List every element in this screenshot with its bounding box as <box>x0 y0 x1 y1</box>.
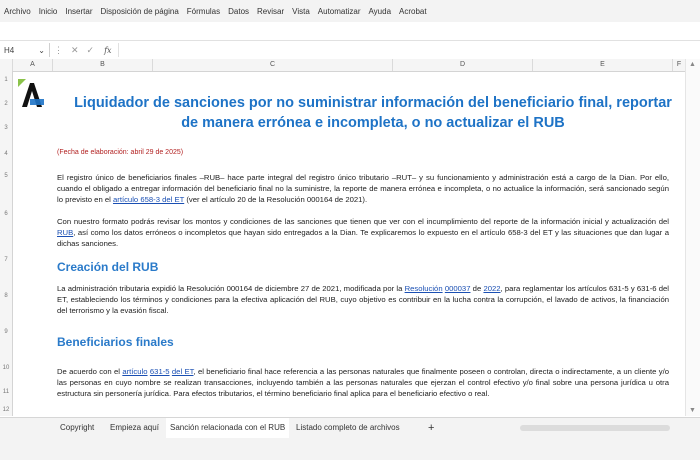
creacion-paragraph <box>57 283 669 316</box>
horizontal-scrollbar[interactable] <box>520 425 670 431</box>
paragraph-text: De acuerdo con el <box>57 367 123 376</box>
elaboration-date: (Fecha de elaboración: abril 29 de 2025) <box>57 149 184 156</box>
link-000037[interactable]: 000037 <box>444 284 471 293</box>
link-articulo-658-3[interactable]: artículo 658-3 del ET <box>112 195 185 204</box>
formula-input[interactable] <box>118 43 700 57</box>
menu-vista[interactable]: Vista <box>292 6 310 16</box>
menu-automatizar[interactable]: Automatizar <box>317 6 361 16</box>
tab-copyright[interactable]: Copyright <box>60 423 95 432</box>
more-options-icon[interactable]: ⋮ <box>54 44 63 55</box>
tab-listado-archivos[interactable]: Listado completo de archivos <box>296 423 400 432</box>
menu-acrobat[interactable]: Acrobat <box>399 6 427 16</box>
link-2022[interactable]: 2022 <box>483 284 501 293</box>
row-header[interactable]: 4 <box>4 151 8 157</box>
format-paragraph <box>57 216 669 249</box>
link-rub[interactable]: RUB <box>57 228 74 237</box>
row-header[interactable]: 10 <box>2 365 10 371</box>
scroll-up-icon[interactable]: ▲ <box>689 61 696 68</box>
confirm-icon[interactable]: ✓ <box>86 44 95 55</box>
select-all-corner[interactable] <box>0 59 13 71</box>
row-header[interactable]: 7 <box>4 257 8 263</box>
row-header[interactable]: 1 <box>4 77 8 83</box>
column-header-b[interactable]: B <box>53 59 153 71</box>
row-headers <box>0 71 13 416</box>
sheet-tab-bar <box>0 417 700 438</box>
add-sheet-icon[interactable]: + <box>428 422 435 434</box>
row-header[interactable]: 3 <box>4 125 8 131</box>
cancel-icon[interactable]: ✕ <box>71 44 79 55</box>
vertical-scrollbar[interactable] <box>685 59 700 416</box>
brand-logo-icon <box>18 79 44 109</box>
menu-revisar[interactable]: Revisar <box>257 6 285 16</box>
column-header-e[interactable]: E <box>533 59 673 71</box>
name-box[interactable] <box>0 43 50 57</box>
status-bar <box>0 438 700 460</box>
scroll-down-icon[interactable]: ▼ <box>689 407 696 414</box>
row-header[interactable]: 5 <box>4 173 8 179</box>
paragraph-text: , el beneficiario final hace referencia a las personas naturales que finalmente poseen o controlan, directa o indirectamente, a un cliente y/o las personas en cuyo nombre se realizan transacciones, incluyendo también a las personas naturales que ejerzan el control efectivo y/o final sobre una persona jurídica u otra estructura sin personería jurídica. Para efectos tributarios, el término beneficiario final aplica para el beneficiario efectivo o real. <box>57 367 670 398</box>
paragraph-text: La administración tributaria expidió la Resolución 000164 de diciembre 27 de 2021, modificada por la <box>57 284 405 293</box>
cell-reference: H4 <box>4 45 15 55</box>
heading-creacion-rub: Creación del RUB <box>57 260 159 274</box>
paragraph-text: de <box>470 284 484 293</box>
paragraph-text: Con nuestro formato podrás revisar los montos y condiciones de las sanciones que tienen que ver con el incumplimiento del reporte de la información inicial y actualización del <box>57 217 669 226</box>
row-header[interactable]: 9 <box>4 329 8 335</box>
paragraph-text: (ver el artículo 20 de la Resolución 000164 de 2021). <box>184 195 368 204</box>
row-header[interactable]: 2 <box>4 101 8 107</box>
column-header-f[interactable]: F <box>673 59 686 71</box>
link-articulo[interactable]: artículo <box>122 367 148 376</box>
row-header[interactable]: 6 <box>4 211 8 217</box>
menu-insertar[interactable]: Insertar <box>65 6 93 16</box>
paragraph-text: , así como los datos erróneos o incompletos que hayan sido entregados a la Dian. Te explicaremos lo expuesto en el artículo 658-3 del ET y las situaciones que dan lugar a dichas sanciones. <box>57 228 669 248</box>
heading-beneficiarios-finales: Beneficiarios finales <box>57 335 174 349</box>
menu-inicio[interactable]: Inicio <box>38 6 58 16</box>
link-631-5[interactable]: 631-5 <box>149 367 170 376</box>
column-header-c[interactable]: C <box>153 59 393 71</box>
menu-archivo[interactable]: Archivo <box>4 6 31 16</box>
row-header[interactable]: 11 <box>2 389 10 395</box>
formula-bar <box>0 40 700 60</box>
row-header[interactable]: 12 <box>2 407 10 413</box>
column-header-a[interactable]: A <box>13 59 53 71</box>
row-header[interactable]: 8 <box>4 293 8 299</box>
link-resolucion[interactable]: Resolución <box>404 284 443 293</box>
link-del-et[interactable]: del ET <box>171 367 194 376</box>
menu-formulas[interactable]: Fórmulas <box>186 6 221 16</box>
tab-sancion-rub[interactable]: Sanción relacionada con el RUB <box>166 418 289 440</box>
menu-disposicion[interactable]: Disposición de página <box>100 6 179 16</box>
document-title: Liquidador de sanciones por no suministrar información del beneficiario final, reportar de manera errónea e incompleta, o no actualizar el RUB <box>74 95 672 131</box>
intro-paragraph <box>57 172 669 205</box>
menu-datos[interactable]: Datos <box>228 6 250 16</box>
paragraph-text: El registro único de beneficiarios finales –RUB– hace parte integral del registro único tributario –RUT– y su funcionamiento y administración está a cargo de la Dian. Por ello, cuando el obligado a entregar información del beneficiario final no la suministre, la reporte de manera errónea e incompleta, o no actualice la información, será sancionado según lo previsto en el <box>57 173 669 204</box>
function-icon[interactable]: fx <box>104 45 112 55</box>
chevron-down-icon[interactable]: ⌄ <box>38 45 45 55</box>
worksheet-grid[interactable] <box>13 71 683 416</box>
beneficiarios-paragraph <box>57 366 669 399</box>
tab-empieza-aqui[interactable]: Empieza aquí <box>110 423 159 432</box>
menu-bar <box>0 0 700 22</box>
paragraph-text: , para reglamentar los artículos 631-5 y 631-6 del ET, estableciendo los términos y condiciones para la efectiva aplicación del RUB, cuyo objetivo es contribuir en la lucha contra la corrupción, el lavado de activos, la financiación del terrorismo y la evasión fiscal. <box>57 284 670 315</box>
column-header-d[interactable]: D <box>393 59 533 71</box>
menu-ayuda[interactable]: Ayuda <box>368 6 392 16</box>
